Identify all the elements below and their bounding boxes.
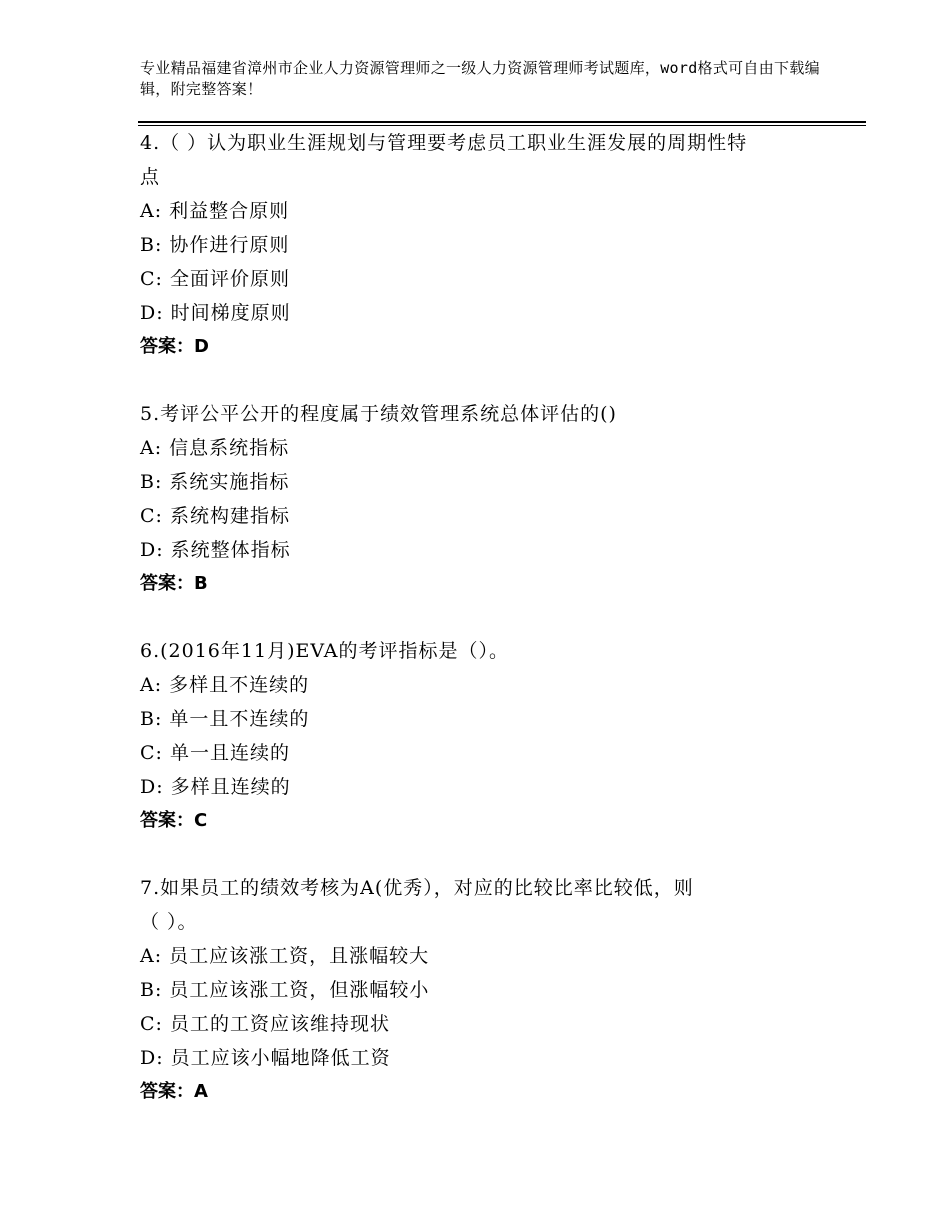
question-5 <box>140 397 840 601</box>
option-a: A: 信息系统指标 <box>140 437 290 459</box>
option-a: A: 多样且不连续的 <box>140 674 310 696</box>
question-stem: 7.如果员工的绩效考核为A(优秀），对应的比较比率比较低，则 <box>140 877 694 899</box>
answer-label: 答案：B <box>140 573 208 594</box>
header-divider-thick <box>138 121 866 123</box>
answer-label: 答案：D <box>140 336 209 357</box>
answer-label: 答案：A <box>140 1081 208 1102</box>
option-a: A: 员工应该涨工资，且涨幅较大 <box>140 945 430 967</box>
option-c: C: 单一且连续的 <box>140 742 290 764</box>
question-6 <box>140 634 840 838</box>
option-a: A: 利益整合原则 <box>140 200 290 222</box>
answer-label: 答案：C <box>140 810 208 831</box>
option-d: D: 系统整体指标 <box>140 539 291 561</box>
option-c: C: 全面评价原则 <box>140 268 290 290</box>
question-stem: 4.（ ）认为职业生涯规划与管理要考虑员工职业生涯发展的周期性特 <box>140 132 748 154</box>
question-7 <box>140 871 840 1109</box>
option-b: B: 协作进行原则 <box>140 234 290 256</box>
option-c: C: 系统构建指标 <box>140 505 290 527</box>
option-c: C: 员工的工资应该维持现状 <box>140 1013 390 1035</box>
question-stem-continued: 点 <box>140 166 161 188</box>
option-d: D: 多样且连续的 <box>140 776 291 798</box>
option-d: D: 员工应该小幅地降低工资 <box>140 1047 391 1069</box>
question-stem: 6.(2016年11月)EVA的考评指标是（）。 <box>140 640 510 662</box>
question-stem-continued: （ ）。 <box>140 911 198 933</box>
option-b: B: 单一且不连续的 <box>140 708 310 730</box>
document-header: 专业精品福建省漳州市企业人力资源管理师之一级人力资源管理师考试题库，word格式可自由下载编辑，附完整答案！ <box>140 59 820 98</box>
option-d: D: 时间梯度原则 <box>140 302 291 324</box>
question-stem: 5.考评公平公开的程度属于绩效管理系统总体评估的() <box>140 403 617 425</box>
question-list <box>140 126 840 1142</box>
option-b: B: 系统实施指标 <box>140 471 290 493</box>
question-4 <box>140 126 840 364</box>
option-b: B: 员工应该涨工资，但涨幅较小 <box>140 979 430 1001</box>
